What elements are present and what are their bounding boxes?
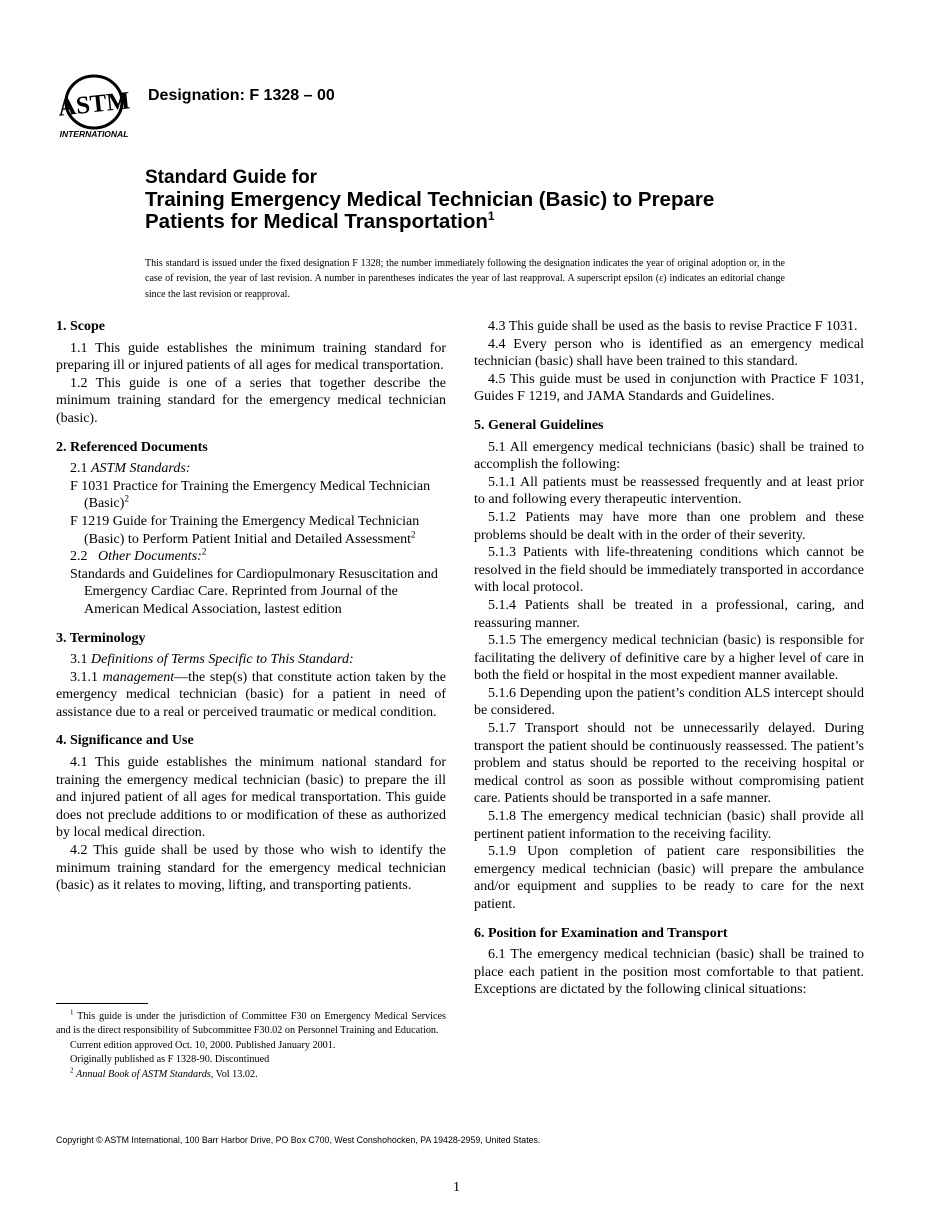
paragraph-4-1: 4.1 This guide establishes the minimum national standard for training the emergency medical technician (basic) to prepare the ill and injured patient of all ages for medical transportation. This guide does not preclude additions to or modification of these as authorized by local medical direction. xyxy=(56,755,446,841)
paragraph-4-5: 4.5 This guide must be used in conjunction with Practice F 1031, Guides F 1219, and JAMA Standards and Guidelines. xyxy=(474,371,864,405)
issuance-statement: This standard is issued under the fixed designation F 1328; the number immediately following the designation indicates the year of original adoption or, in the case of revision, the year of last revision. A number in parentheses indicates the year of last reapproval. A superscript epsilon (ε) indicates an editorial change since the last revision or reapproval. xyxy=(145,258,785,300)
footnote-2-mark: 2 xyxy=(70,1066,74,1075)
left-column xyxy=(56,318,446,895)
paragraph-2-2-number: 2.2 xyxy=(70,549,88,565)
footnote-2 xyxy=(56,1068,446,1082)
page-number: 1 xyxy=(453,1180,460,1195)
paragraph-3-1-1-term: management xyxy=(102,669,175,685)
paragraph-3-1-1-text: —the step(s) that constitute action taken by the emergency medical technician (basic) for a patient in need of assistance due to a real or perceived traumatic or medical condition. xyxy=(56,669,447,720)
paragraph-4-3: 4.3 This guide shall be used as the basis to revise Practice F 1031. xyxy=(488,319,858,334)
logo-top-text: ASTM xyxy=(56,87,132,122)
right-column xyxy=(474,318,864,999)
reference-f1031-text: F 1031 Practice for Training the Emergency Medical Technician (Basic) xyxy=(70,478,431,512)
title-footnote-mark: 1 xyxy=(487,209,495,224)
reference-jama: Standards and Guidelines for Cardiopulmonary Resuscitation and Emergency Cardiac Care. Reprinted from Journal of the American Medical Association, lastest edition xyxy=(70,566,438,617)
reference-f1219-text: F 1219 Guide for Training the Emergency Medical Technician (Basic) to Perform Patient Initial and Detailed Assessment xyxy=(70,513,420,547)
paragraph-2-1 xyxy=(56,460,446,478)
logo-bottom-text: INTERNATIONAL xyxy=(59,129,129,139)
section-5-heading: 5. General Guidelines xyxy=(474,417,604,433)
footnote-1-text: This guide is under the jurisdiction of Committee F30 on Emergency Medical Services and is the direct responsibility of Subcommittee F30.02 on Personnel Training and Education. xyxy=(56,1011,446,1037)
paragraph-5-1-3: 5.1.3 Patients with life-threatening conditions which cannot be resolved in the field should be immediately transported in accordance with local protocol. xyxy=(474,545,864,596)
reference-f1031 xyxy=(56,478,446,513)
title-line-1: Standard Guide for xyxy=(145,167,318,188)
paragraph-3-1-1-number: 3.1.1 xyxy=(70,669,98,685)
paragraph-1-2: 1.2 This guide is one of a series that together describe the minimum training standard for the emergency medical technician (basic). xyxy=(56,375,446,426)
paragraph-5-1-6: 5.1.6 Depending upon the patient’s condition ALS intercept should be considered. xyxy=(474,685,864,719)
footnote-2-title: Annual Book of ASTM Standards xyxy=(76,1068,211,1080)
footnote-rule xyxy=(56,1003,148,1004)
section-3-heading: 3. Terminology xyxy=(56,630,146,646)
copyright-notice: Copyright © ASTM International, 100 Barr Harbor Drive, PO Box C700, West Conshohocken, PA 19428-2959, United States. xyxy=(56,1135,541,1145)
astm-logo-graphic xyxy=(56,74,136,142)
footnote-1 xyxy=(56,1010,446,1039)
paragraph-5-1-5: 5.1.5 The emergency medical technician (basic) is responsible for facilitating the delivery of definitive care by a higher level of care in both the field or hospital in the most expedient manner available. xyxy=(474,633,864,684)
footnote-2-rest: , Vol 13.02. xyxy=(210,1068,258,1080)
document-title xyxy=(145,167,865,233)
paragraph-2-1-label: ASTM Standards: xyxy=(91,461,191,477)
paragraph-6-1: 6.1 The emergency medical technician (basic) shall be trained to place each patient in the position most comfortable to that patient. Exceptions are dictated by the following clinical situations: xyxy=(474,947,864,998)
paragraph-3-1-1 xyxy=(56,669,446,722)
reference-f1219 xyxy=(56,513,446,548)
paragraph-3-1-number: 3.1 xyxy=(70,652,88,668)
paragraph-2-2 xyxy=(56,548,446,566)
paragraph-5-1-4: 5.1.4 Patients shall be treated in a professional, caring, and reassuring manner. xyxy=(474,597,864,631)
paragraph-4-4: 4.4 Every person who is identified as an emergency medical technician (basic) shall have been trained to this standard. xyxy=(474,336,864,370)
reference-f1219-mark: 2 xyxy=(410,528,416,539)
section-4-heading: 4. Significance and Use xyxy=(56,733,194,749)
footnotes xyxy=(56,1010,446,1082)
footnote-1-approved: Current edition approved Oct. 10, 2000. Published January 2001. xyxy=(70,1039,336,1051)
section-6-heading: 6. Position for Examination and Transport xyxy=(474,925,728,941)
paragraph-5-1: 5.1 All emergency medical technicians (basic) shall be trained to accomplish the following: xyxy=(474,439,864,473)
footnote-1-original: Originally published as F 1328-90. Discontinued xyxy=(70,1054,270,1066)
paragraph-5-1-7: 5.1.7 Transport should not be unnecessarily delayed. During transport the patient should be continuously reassessed. The patient’s problem and status should be reported to the receiving hospital or medical control as soon as possible without compromising patient care. Patients should be transported in a safe manner. xyxy=(474,721,864,807)
title-line-3 xyxy=(145,211,865,233)
paragraph-3-1 xyxy=(56,651,446,669)
designation: Designation: F 1328 – 00 xyxy=(148,87,335,104)
paragraph-2-2-label: Other Documents: xyxy=(98,549,202,565)
paragraph-4-2: 4.2 This guide shall be used by those who wish to identify the minimum training standard for the emergency medical technician (basic) as it relates to moving, lifting, and transporting patients. xyxy=(56,843,446,894)
footnote-1-mark: 1 xyxy=(70,1008,74,1017)
section-2-heading: 2. Referenced Documents xyxy=(56,439,208,455)
paragraph-1-1: 1.1 This guide establishes the minimum training standard for preparing ill or injured patients of all ages for medical transportation. xyxy=(56,340,446,374)
astm-logo xyxy=(56,74,136,142)
paragraph-5-1-9: 5.1.9 Upon completion of patient care responsibilities the emergency medical technician (basic) will prepare the ambulance and/or equipment and supplies to be ready to care for the next patient. xyxy=(474,844,864,912)
paragraph-2-2-mark: 2 xyxy=(201,546,207,557)
paragraph-5-1-8: 5.1.8 The emergency medical technician (basic) shall provide all pertinent patient information to the receiving facility. xyxy=(474,809,864,842)
title-line-3-text: Patients for Medical Transportation xyxy=(145,210,488,233)
section-1-heading: 1. Scope xyxy=(56,319,105,334)
paragraph-5-1-2: 5.1.2 Patients may have more than one problem and these problems should be dealt with in the order of their severity. xyxy=(474,509,864,543)
paragraph-2-1-number: 2.1 xyxy=(70,461,88,477)
title-line-2: Training Emergency Medical Technician (Basic) to Prepare xyxy=(145,188,715,211)
reference-f1031-mark: 2 xyxy=(124,493,129,504)
paragraph-5-1-1: 5.1.1 All patients must be reassessed frequently and at least prior to and following every therapeutic intervention. xyxy=(474,474,864,508)
paragraph-3-1-label: Definitions of Terms Specific to This Standard: xyxy=(91,652,354,668)
